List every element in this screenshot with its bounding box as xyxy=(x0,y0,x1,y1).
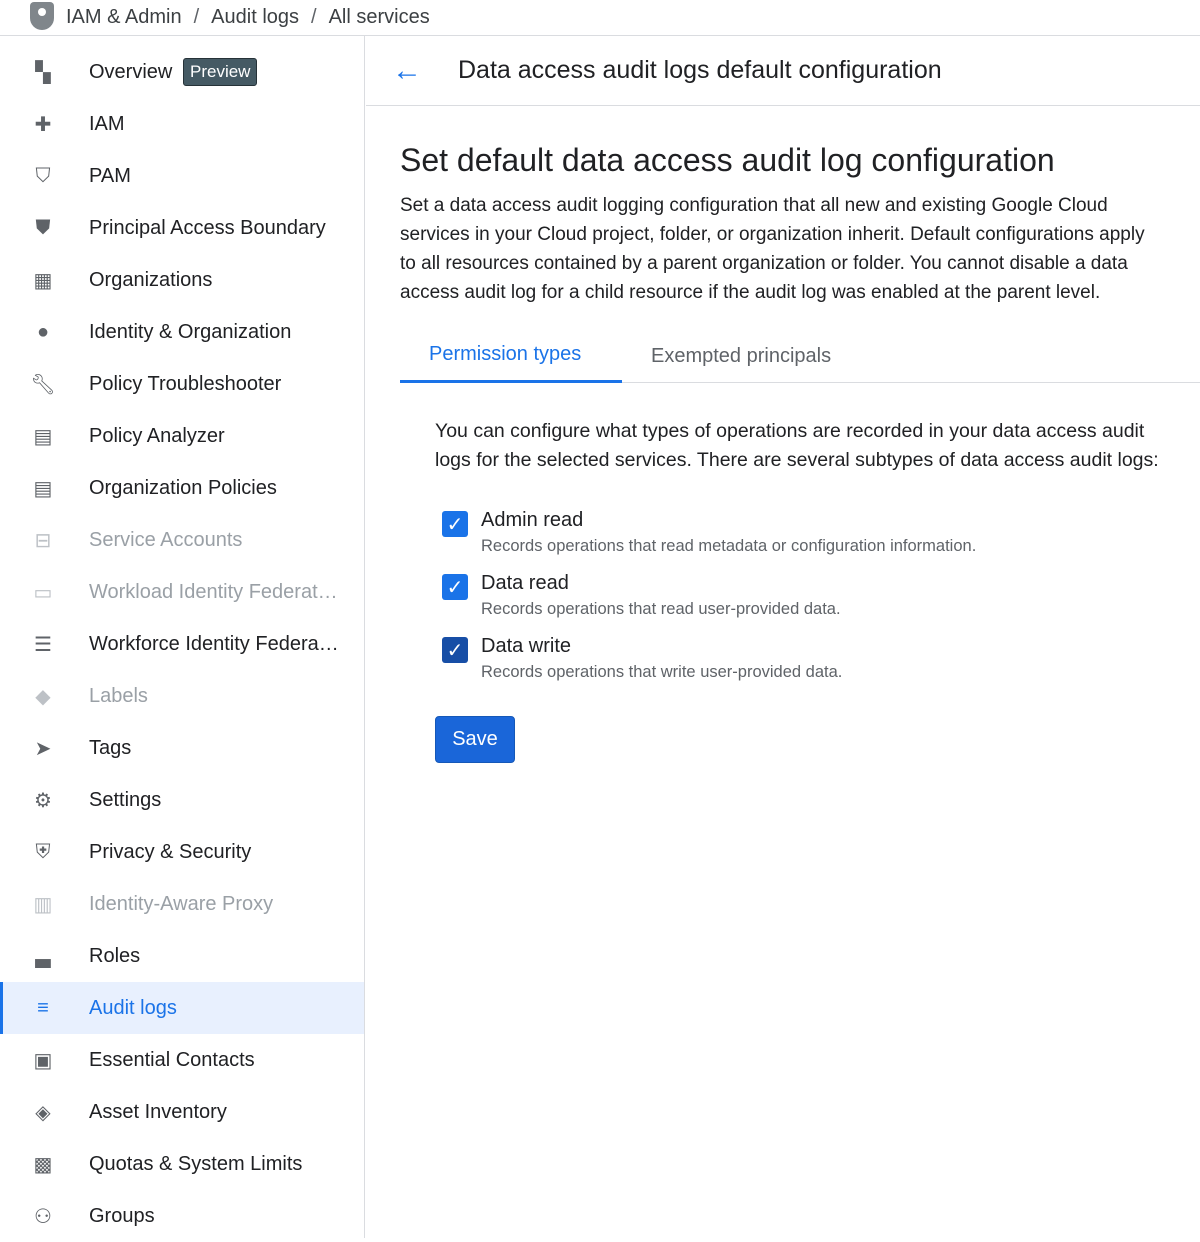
sidebar-item-label: Roles xyxy=(89,944,141,967)
checkbox-checked-icon[interactable]: ✓ xyxy=(442,511,468,537)
main-content xyxy=(400,106,1200,763)
option-label: Data write xyxy=(481,635,572,657)
page-title: Data access audit logs default configuration xyxy=(458,56,942,84)
sidebar-item-label: PAM xyxy=(89,164,131,187)
breadcrumb-audit-logs[interactable]: Audit logs xyxy=(211,6,300,28)
sidebar-item-organizations[interactable] xyxy=(0,254,364,306)
sidebar-item-label: Labels xyxy=(89,684,148,707)
iam-shield-icon xyxy=(30,2,54,30)
option-label: Data read xyxy=(481,572,569,594)
hat-icon: ▃ xyxy=(35,945,51,968)
sidebar-item-identity-aware-proxy[interactable] xyxy=(0,878,364,930)
sidebar-item-label: Principal Access Boundary xyxy=(89,216,326,239)
section-heading: Set default data access audit log configuration xyxy=(400,142,1055,178)
sidebar-item-label: Groups xyxy=(89,1204,155,1227)
sidebar-nav xyxy=(0,36,365,1238)
sidebar-item-labels[interactable] xyxy=(0,670,364,722)
tag-icon: ➤ xyxy=(34,737,52,760)
sidebar-item-label: Policy Troubleshooter xyxy=(89,372,282,395)
tab-exempted-principals[interactable]: Exempted principals xyxy=(651,344,832,367)
service-account-icon: ⊟ xyxy=(34,529,52,552)
sidebar-item-label: Organization Policies xyxy=(89,476,277,499)
permission-options xyxy=(400,505,1200,694)
breadcrumb-all-services: All services xyxy=(328,6,430,28)
breadcrumb xyxy=(0,0,1200,36)
sidebar-item-label: IAM xyxy=(89,112,125,135)
tab-bar xyxy=(400,329,1200,383)
proxy-icon: ▥ xyxy=(33,893,53,916)
sidebar-item-workload-identity-federat[interactable] xyxy=(0,566,364,618)
breadcrumb-iam-admin[interactable]: IAM & Admin xyxy=(66,6,182,28)
permission-option xyxy=(442,505,1200,568)
save-icon: ▩ xyxy=(33,1153,53,1176)
sidebar-item-workforce-identity-federa[interactable] xyxy=(0,618,364,670)
sidebar-item-policy-analyzer[interactable] xyxy=(0,410,364,462)
sidebar-item-label: Workforce Identity Federa… xyxy=(89,632,339,655)
sidebar-item-label: Asset Inventory xyxy=(89,1100,227,1123)
list-document-icon: ▤ xyxy=(33,477,53,500)
sidebar-item-settings[interactable] xyxy=(0,774,364,826)
option-description: Records operations that write user-provided data. xyxy=(481,663,843,681)
sidebar-item-identity-organization[interactable] xyxy=(0,306,364,358)
checkbox-checked-icon[interactable]: ✓ xyxy=(442,637,468,663)
sidebar-item-label: Identity & Organization xyxy=(89,320,292,343)
shield-lock-icon: ⛉ xyxy=(35,164,51,187)
document-search-icon: ▤ xyxy=(33,425,53,448)
sidebar-item-asset-inventory[interactable] xyxy=(0,1086,364,1138)
sidebar-item-policy-troubleshooter[interactable] xyxy=(0,358,364,410)
dashboard-icon: ▚ xyxy=(35,61,51,84)
shield-person-icon: ⛊ xyxy=(35,216,51,239)
layers-icon: ◈ xyxy=(35,1101,51,1124)
sidebar-item-label: Quotas & System Limits xyxy=(89,1152,303,1175)
page-header xyxy=(366,36,1200,106)
shield-icon: ⛨ xyxy=(35,840,51,863)
contact-icon: ▣ xyxy=(33,1049,53,1072)
sidebar-item-label: Essential Contacts xyxy=(89,1048,255,1071)
option-label: Admin read xyxy=(481,509,584,531)
sidebar-item-roles[interactable] xyxy=(0,930,364,982)
sidebar-item-label: Audit logs xyxy=(89,996,177,1019)
permission-description: You can configure what types of operations are recorded in your data access audit logs for the selected services. There are several subtypes of data access audit logs: xyxy=(435,420,1159,471)
sidebar-item-label: Organizations xyxy=(89,268,213,291)
preview-badge: Preview xyxy=(183,58,257,86)
sidebar-item-label: Policy Analyzer xyxy=(89,424,225,447)
sidebar-item-pam[interactable] xyxy=(0,150,364,202)
sidebar-item-iam[interactable] xyxy=(0,98,364,150)
back-arrow-icon[interactable]: ← xyxy=(392,53,422,87)
sidebar-item-tags[interactable] xyxy=(0,722,364,774)
tab-permission-types[interactable]: Permission types xyxy=(400,329,622,383)
permission-option xyxy=(442,568,1200,631)
sidebar-item-label: Identity-Aware Proxy xyxy=(89,892,274,915)
person-add-icon: ✚ xyxy=(34,113,52,136)
gear-icon: ⚙ xyxy=(34,789,52,812)
sidebar-item-label: Workload Identity Federat… xyxy=(89,580,338,603)
breadcrumb-separator: / xyxy=(311,6,317,28)
permission-option xyxy=(442,631,1200,694)
sidebar-item-service-accounts[interactable] xyxy=(0,514,364,566)
sidebar-item-privacy-security[interactable] xyxy=(0,826,364,878)
sidebar-item-principal-access-boundary[interactable] xyxy=(0,202,364,254)
intro-text: Set a data access audit logging configuration that all new and existing Google Cloud services in your Cloud project, folder, or organization inherit. Default configurations apply to all resources contained by a parent organization or folder. You cannot disable a data access audit log for a child resource if the audit log was enabled at the parent level. xyxy=(400,195,1145,303)
account-circle-icon: ● xyxy=(36,320,50,343)
audit-list-icon: ≡ xyxy=(37,996,49,1019)
sidebar-item-label: Service Accounts xyxy=(89,528,243,551)
building-icon: ▦ xyxy=(33,269,53,292)
sidebar-item-groups[interactable] xyxy=(0,1190,364,1242)
group-icon: ⚇ xyxy=(34,1205,52,1228)
option-description: Records operations that read user-provided data. xyxy=(481,600,841,618)
id-card-icon: ▭ xyxy=(33,581,53,604)
checkbox-checked-icon[interactable]: ✓ xyxy=(442,574,468,600)
sidebar-item-label: Privacy & Security xyxy=(89,840,252,863)
sidebar-item-label: Overview xyxy=(89,60,173,83)
sidebar-item-label: Tags xyxy=(89,736,132,759)
wrench-icon: 🔧︎ xyxy=(30,373,56,396)
sidebar-item-organization-policies[interactable] xyxy=(0,462,364,514)
label-icon: ◆ xyxy=(35,685,51,708)
sidebar-item-quotas-system-limits[interactable] xyxy=(0,1138,364,1190)
sidebar-item-audit-logs[interactable] xyxy=(0,982,364,1034)
sidebar-item-label: Settings xyxy=(89,788,162,811)
sidebar-item-overview[interactable] xyxy=(0,46,364,98)
list-icon: ☰ xyxy=(34,633,52,656)
sidebar-item-essential-contacts[interactable] xyxy=(0,1034,364,1086)
option-description: Records operations that read metadata or configuration information. xyxy=(481,537,977,555)
save-button[interactable]: Save xyxy=(435,716,515,763)
breadcrumb-separator: / xyxy=(193,6,200,28)
